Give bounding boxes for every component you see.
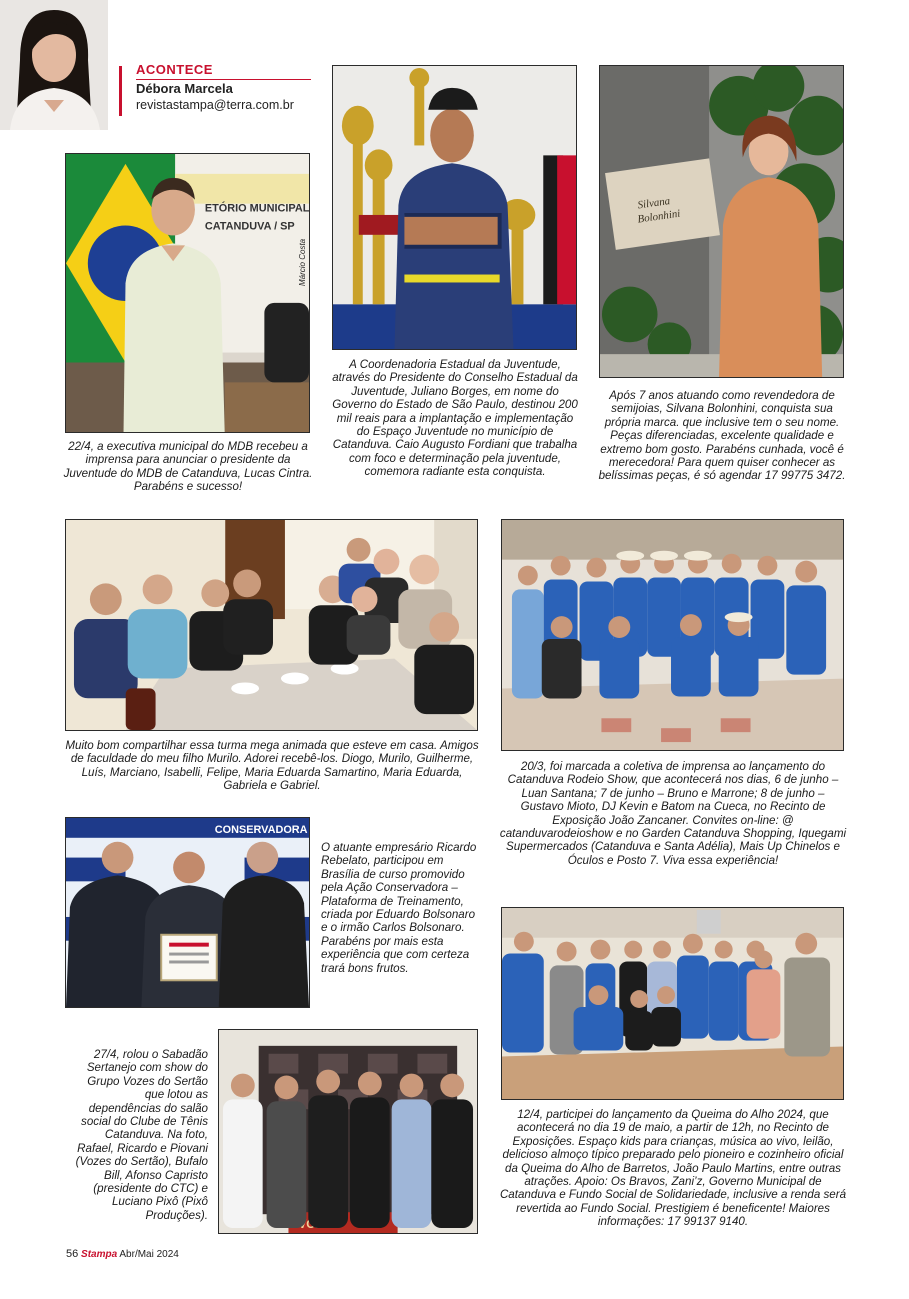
page-footer xyxy=(66,1248,179,1260)
photo-sabadao xyxy=(218,1029,478,1234)
photo-queima xyxy=(501,907,844,1100)
caption-ricardo: O atuante empresário Ricardo Rebelato, participou em Brasília de curso promovido pela Ação Conservadora – Plataforma de Treinamento, criada por Eduardo Bolsonaro e o irmão Carlos Bolsonaro. Parabéns por mais esta experiência que com certeza trará bons frutos. xyxy=(321,841,477,975)
photo-juventude xyxy=(332,65,577,350)
svg-text:Silvana: Silvana xyxy=(636,195,671,212)
caption-mdb: 22/4, a executiva municipal do MDB recebeu a imprensa para anunciar o presidente da Juventude do MDB de Catanduva, Lucas Cintra. Parabéns e sucesso! xyxy=(63,440,313,494)
svg-text:Bolonhini: Bolonhini xyxy=(636,207,682,226)
svg-text:ETÓRIO MUNICIPAL: ETÓRIO MUNICIPAL xyxy=(204,202,309,215)
photo-ricardo xyxy=(65,817,310,1008)
page-number: 56 xyxy=(66,1248,79,1260)
svg-text:CONSERVADORA: CONSERVADORA xyxy=(214,823,308,836)
caption-silvana: Após 7 anos atuando como revendedora de semijoias, Silvana Bolonhini, conquista sua própria marca. que inclusive tem o seu nome. Peças diferenciadas, excelente qualidade e extremo bom gosto. Parabéns cunhada, você é merecedora! Para quem quiser conhecer as belíssimas peças, é só agendar 17 99775 3472. xyxy=(598,389,846,483)
caption-turma: Muito bom compartilhar essa turma mega animada que esteve em casa. Amigos de faculdade do meu filho Murilo. Adorei recebê-los. Diogo, Murilo, Guilherme, Luís, Marciano, Isabelli, Felipe, Maria Eduarda Samartino, Maria Eduarda, Gabriela e Gabriel. xyxy=(65,739,479,793)
issue-date: Abr/Mai 2024 xyxy=(119,1249,179,1260)
caption-sabadao: 27/4, rolou o Sabadão Sertanejo com show do Grupo Vozes do Sertão que lotou as dependências do salão social do Clube de Tênis Catanduva. Na foto, Rafael, Ricardo e Piovani (Vozes do Sertão), Bufalo Bill, Afonso Capristo (presidente do CTC) e Luciano Pixô (Pixô Produções). xyxy=(75,1048,208,1222)
photo-mdb xyxy=(65,153,310,433)
caption-queima: 12/4, participei do lançamento da Queima do Alho 2024, que acontecerá no dia 19 de maio, a partir de 12h, no Recinto de Exposições. Espaço kids para crianças, música ao vivo, leilão, delicioso almoço típico preparado pelo pioneiro e cozinheiro oficial da Queima do Alho de Barretos, João Paulo Martins, entre outras atrações. Apoio: Os Bravos, Zani’z, Governo Municipal de Catanduva e Fundo Social de Solidariedade, inclusive a renda será revertida ao Fundo Social. Prestigiem é beneficente! Maiores informações: 17 99137 9140. xyxy=(499,1108,847,1229)
header-rule xyxy=(136,79,311,80)
photo-credit: Márcio Costa xyxy=(298,238,307,286)
photo-turma xyxy=(65,519,478,731)
photo-rodeio xyxy=(501,519,844,751)
header-accent-bar xyxy=(119,66,122,116)
author-email[interactable]: revistastampa@terra.com.br xyxy=(136,98,294,112)
caption-juventude: A Coordenadoria Estadual da Juventude, através do Presidente do Conselho Estadual da Juventude, Juliano Borges, em nome do Governo do Estado de São Paulo, destinou 200 mil reais para a implantação e implementação do Espaço Juventude no município de Catanduva. Caio Augusto Fordiani que trabalha com foco e determinação pela juventude, comemora radiante esta conquista. xyxy=(332,358,578,479)
author-photo xyxy=(0,0,108,130)
magazine-brand: Stampa xyxy=(81,1249,118,1260)
photo-silvana xyxy=(599,65,844,378)
caption-rodeio: 20/3, foi marcada a coletiva de imprensa ao lançamento do Catanduva Rodeio Show, que acontecerá nos dias, 6 de junho – Luan Santana; 7 de junho – Bruno e Marrone; 8 de junho – Gustavo Mioto, DJ Kevin e Batom na Cueca, no Recinto de Exposição João Zancaner. Convites on-line: @ catanduvarodeioshow e no Garden Catanduva Shopping, Iquegami Supermercados (Catanduva e Santa Adélia), Mais Up Chinelos e Óculos e Posto 7. Viva essa experiência! xyxy=(499,760,847,867)
author-name: Débora Marcela xyxy=(136,81,233,96)
svg-text:CATANDUVA / SP: CATANDUVA / SP xyxy=(204,220,295,233)
section-title: ACONTECE xyxy=(136,62,213,77)
